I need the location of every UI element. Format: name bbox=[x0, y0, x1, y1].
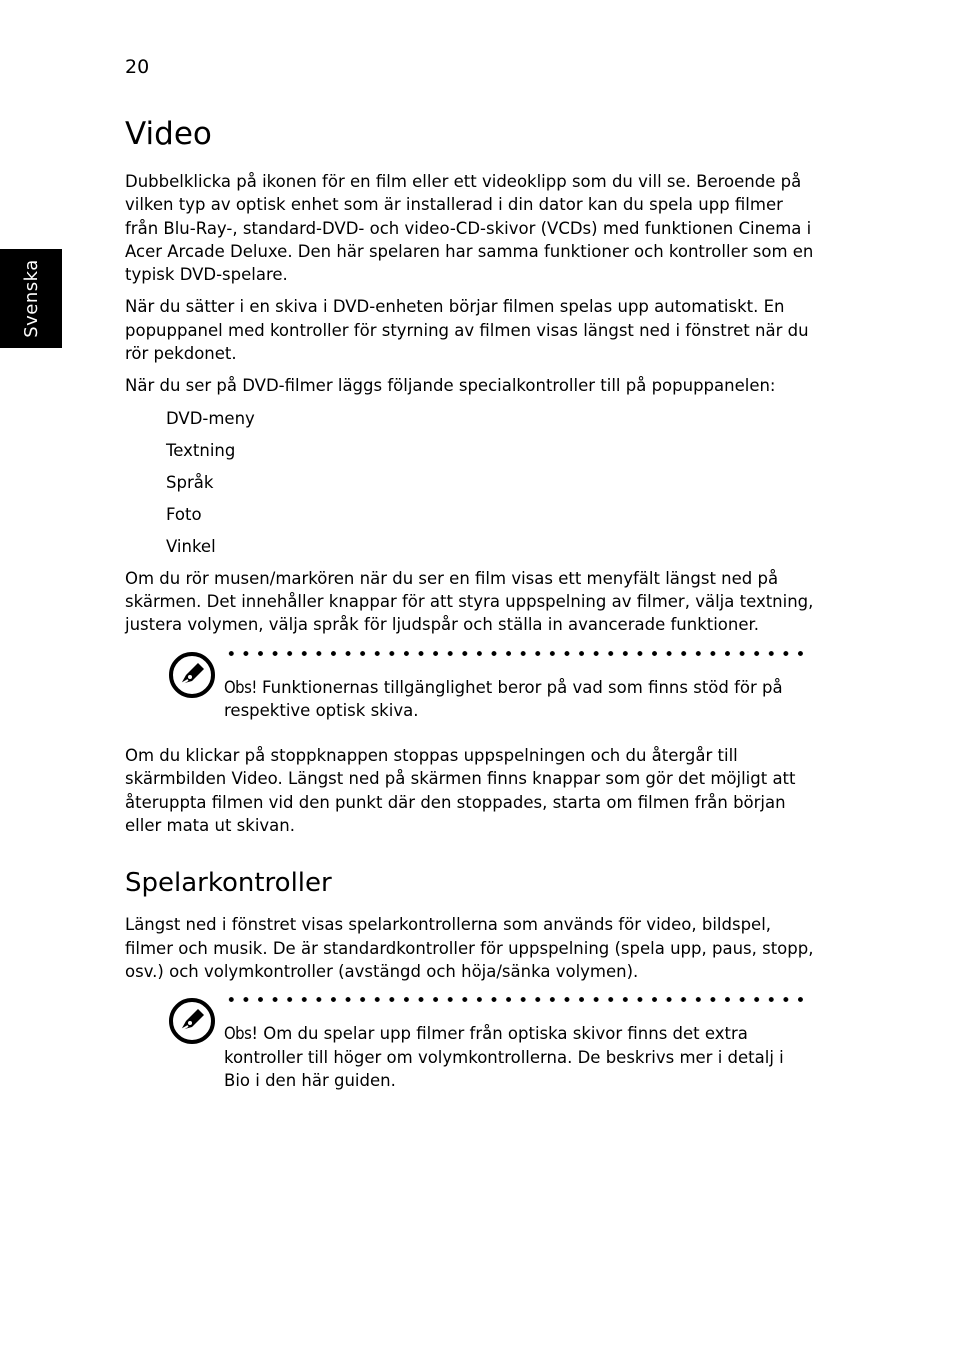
page-content bbox=[125, 114, 815, 1114]
page-number: 20 bbox=[125, 56, 150, 78]
note-box bbox=[125, 997, 815, 1092]
note-body: ! Om du spelar upp filmer från optiska skivor finns det extra kontroller till höger om volymkontrollerna. De beskrivs mer i detalj i Bio i den här guiden. bbox=[224, 1024, 784, 1090]
language-side-tab-label: Svenska bbox=[20, 259, 42, 338]
language-side-tab bbox=[0, 249, 62, 348]
dvd-controls-list bbox=[125, 407, 815, 558]
note-label: Obs! bbox=[224, 677, 257, 697]
list-item: DVD-meny bbox=[166, 408, 255, 428]
player-controls-paragraph: Längst ned i fönstret visas spelarkontrollerna som används för video, bildspel, filmer och musik. De är standardkontroller för uppspelning (spela upp, paus, stopp, osv.) och volymkontroller (avstängd och höja/sänka volymen). bbox=[125, 915, 814, 981]
autoplay-paragraph: När du sätter i en skiva i DVD-enheten börjar filmen spelas upp automatiskt. En popuppanel med kontroller för styrning av filmen visas längst ned i fönstret när du rör pekdonet. bbox=[125, 297, 809, 364]
subsection-title: Spelarkontroller bbox=[125, 868, 332, 899]
list-item: Textning bbox=[166, 440, 236, 460]
note-pen-icon bbox=[168, 997, 216, 1045]
note-text bbox=[224, 1022, 804, 1092]
note-divider bbox=[224, 997, 809, 1002]
section-title: Video bbox=[125, 116, 212, 152]
note-body: Funktionernas tillgänglighet beror på vad som finns stöd för på respektive optisk skiva. bbox=[224, 677, 783, 720]
stop-button-paragraph: Om du klickar på stoppknappen stoppas uppspelningen och du återgår till skärmbilden Video. Längst ned på skärmen finns knappar som gör det möjligt att återuppta filmen vid den punkt där den stoppades, starta om filmen från början eller mata ut skivan. bbox=[125, 746, 796, 836]
note-box bbox=[125, 651, 815, 723]
intro-paragraph: Dubbelklicka på ikonen för en film eller ett videoklipp som du vill se. Beroende på vilken typ av optisk enhet som är installerad i din dator kan du spela upp filmer från Blu-Ray-, standard-DVD- och video-CD-skivor (VCDs) med funktionen Cinema i Acer Arcade Deluxe. Den här spelaren har samma funktioner och kontroller som en typisk DVD-spelare. bbox=[125, 172, 814, 285]
list-item: Vinkel bbox=[166, 536, 216, 556]
dvd-controls-paragraph: När du ser på DVD-filmer läggs följande specialkontroller till på popuppanelen: bbox=[125, 376, 776, 396]
list-item: Språk bbox=[166, 472, 214, 492]
note-divider bbox=[224, 651, 809, 656]
note-label: Obs bbox=[224, 1024, 252, 1044]
note-text bbox=[224, 676, 804, 723]
menu-bar-paragraph: Om du rör musen/markören när du ser en film visas ett menyfält längst ned på skärmen. Det innehåller knappar för att styra uppspelning av filmer, välja textning, justera volymen, välja språk för ljudspår och ställa in avancerade funktioner. bbox=[125, 568, 814, 635]
note-pen-icon bbox=[168, 651, 216, 699]
list-item: Foto bbox=[166, 504, 202, 524]
